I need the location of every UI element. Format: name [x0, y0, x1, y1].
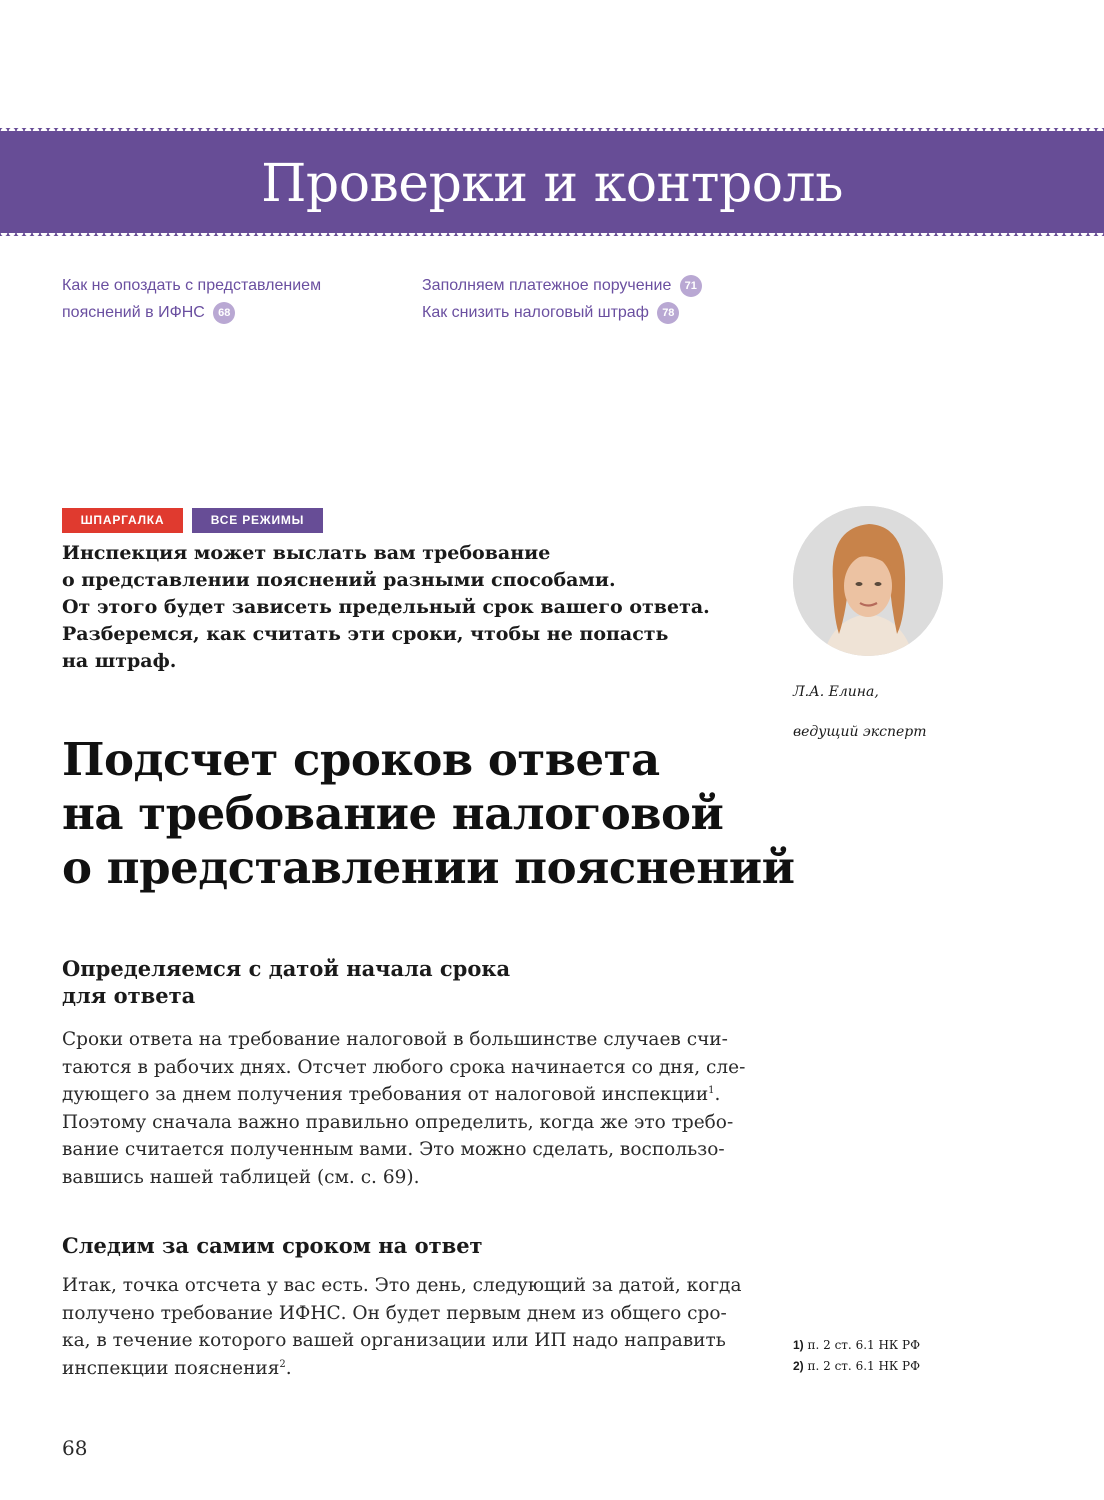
footnote-number: 2): [793, 1359, 804, 1373]
article-headline: Подсчет сроков ответа на требование налоговой о представлении пояснений: [62, 733, 795, 894]
footnote-text: п. 2 ст. 6.1 НК РФ: [807, 1338, 921, 1352]
section-banner: [0, 128, 1104, 236]
body-line: Сроки ответа на требование налоговой в большинстве случаев счи-: [62, 1029, 728, 1050]
tag-all-regimes: ВСЕ РЕЖИМЫ: [192, 508, 323, 533]
footnote-item: [793, 1335, 993, 1356]
lead-paragraph: Инспекция может выслать вам требование о представлении пояснений разными способами. От этого будет зависеть предельный срок вашего ответа. Разберемся, как считать эти сроки, чтобы не попасть на штраф.: [62, 542, 710, 672]
page-number-badge[interactable]: 68: [213, 302, 235, 324]
crosslink-item[interactable]: [62, 299, 321, 326]
body-line: инспекции пояснения$^2$.: [62, 1357, 292, 1379]
author-role: ведущий эксперт: [793, 724, 927, 740]
body-line: получено требование ИФНС. Он будет первым днем из общего сро-: [62, 1302, 727, 1324]
crosslink-text[interactable]: Как снизить налоговый штраф: [422, 304, 649, 321]
section-2-heading: Следим за самим сроком на ответ: [62, 1233, 483, 1258]
footnote-item: [793, 1356, 993, 1377]
body-line-text: инспекции пояснения: [62, 1357, 280, 1379]
crosslinks-column-1: [62, 272, 321, 326]
page-number: 68: [62, 1436, 88, 1460]
body-line: Поэтому сначала важно правильно определить, когда же это требо-: [62, 1111, 734, 1133]
body-line: вание считается полученным вами. Это можно сделать, воспользо-: [62, 1139, 725, 1160]
crosslink-item[interactable]: [422, 272, 702, 299]
section-1-body: [62, 1026, 752, 1191]
footnote-ref-1[interactable]: 1: [708, 1084, 715, 1096]
section-title: Проверки и контроль: [261, 154, 843, 214]
crosslink-item[interactable]: [62, 272, 321, 299]
author-photo: [793, 506, 943, 656]
body-line: таются в рабочих днях. Отсчет любого срока начинается со дня, сле-: [62, 1056, 746, 1078]
body-line-text: дующего за днем получения требования от налоговой инспекции: [62, 1084, 709, 1105]
body-line: ка, в течение которого вашей организации или ИП надо направить: [62, 1330, 726, 1351]
crosslink-text[interactable]: пояснений в ИФНС: [62, 304, 205, 321]
body-line: Итак, точка отсчета у вас есть. Это день, следующий за датой, когда: [62, 1275, 742, 1296]
tag-cheatsheet: ШПАРГАЛКА: [62, 508, 183, 533]
crosslinks-column-2: [422, 272, 702, 326]
crosslink-text[interactable]: Как не опоздать с представлением: [62, 277, 322, 294]
body-line: вавшись нашей таблицей (см. с. 69).: [62, 1166, 420, 1188]
section-1-heading: Определяемся с датой начала срока для ответа: [62, 956, 511, 1008]
body-line: дующего за днем получения требования от налоговой инспекции$^1$.: [62, 1084, 721, 1105]
footnote-number: 1): [793, 1338, 804, 1352]
author-portrait-image: [793, 506, 943, 656]
crosslink-text[interactable]: Заполняем платежное поручение: [422, 277, 672, 294]
crosslink-item[interactable]: [422, 299, 702, 326]
footnotes: [793, 1335, 993, 1377]
page-number-badge[interactable]: 78: [657, 302, 679, 324]
section-2-body: [62, 1272, 752, 1382]
author-name: Л.А. Елина,: [793, 684, 879, 700]
page-number-badge[interactable]: 71: [680, 275, 702, 297]
footnote-text: п. 2 ст. 6.1 НК РФ: [807, 1359, 921, 1373]
footnote-ref-2[interactable]: 2: [279, 1358, 286, 1370]
